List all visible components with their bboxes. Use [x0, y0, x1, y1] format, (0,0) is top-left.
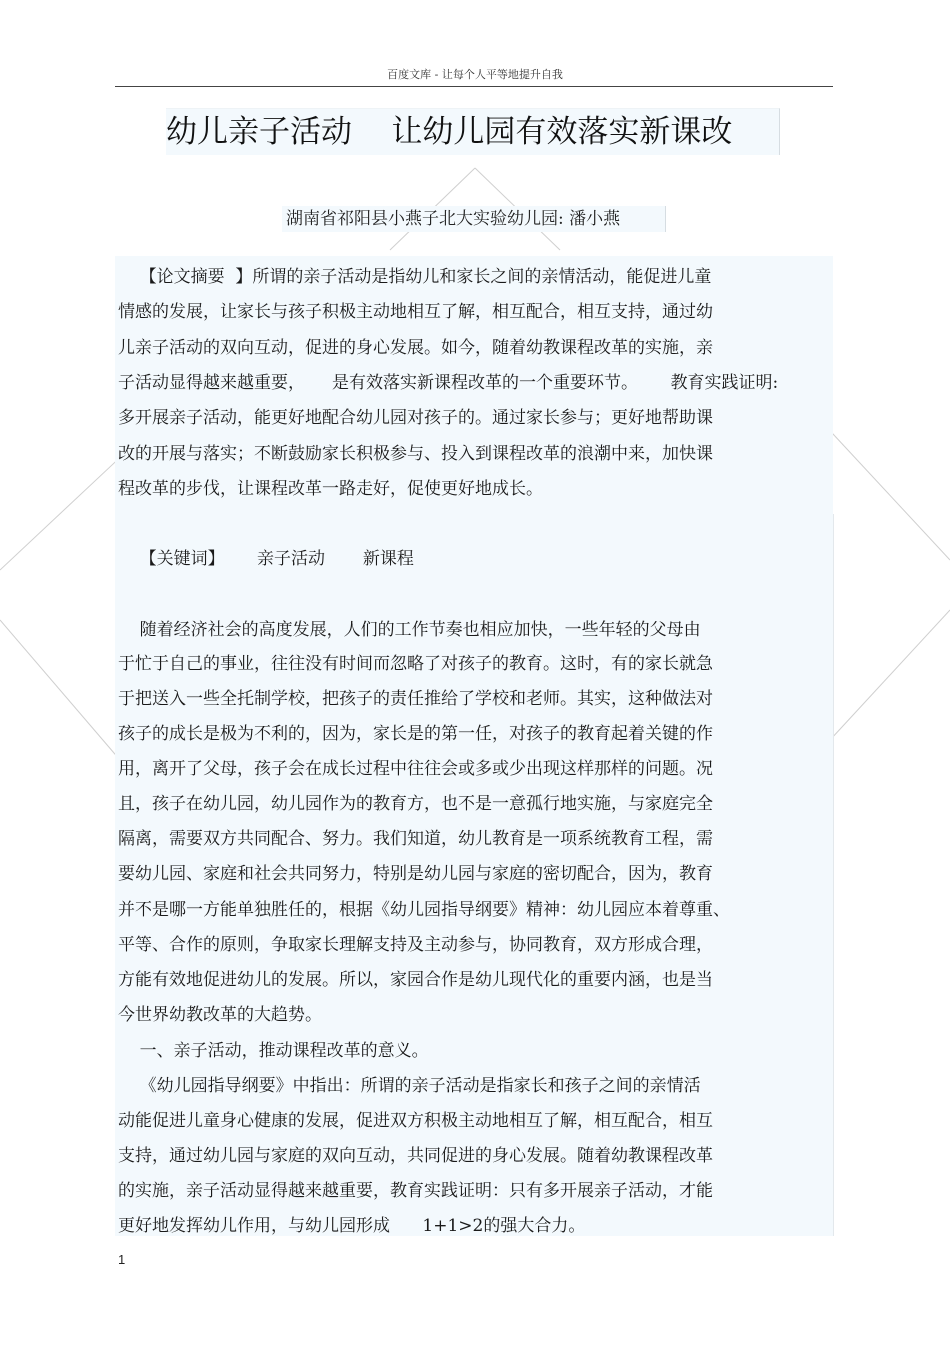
body-line: 支持，通过幼儿园与家庭的双向互动，共同促进的身心发展。随着幼教课程改革: [118, 1146, 713, 1166]
body-line: 《幼儿园指导纲要》中指出：所谓的亲子活动是指家长和孩子之间的亲情活: [118, 1076, 701, 1096]
abstract-line: 多开展亲子活动，能更好地配合幼儿园对孩子的。通过家长参与；更好地帮助课: [118, 408, 713, 428]
abstract-line: 【论文摘要 】所谓的亲子活动是指幼儿和家长之间的亲情活动，能促进儿童: [118, 267, 712, 287]
document-title: 幼儿亲子活动 让幼儿园有效落实新课改: [166, 114, 733, 150]
page-number: 1: [118, 1252, 126, 1267]
author-line: 湖南省祁阳县小燕子北大实验幼儿园: 潘小燕: [286, 209, 621, 229]
body-line: 隔离，需要双方共同配合、努力。我们知道，幼儿教育是一项系统教育工程，需: [118, 829, 713, 849]
abstract-line: 子活动显得越来越重要， 是有效落实新课程改革的一个重要环节。 教育实践证明:: [118, 373, 779, 393]
body-line: 于把送入一些全托制学校，把孩子的责任推给了学校和老师。其实，这种做法对: [118, 689, 713, 709]
abstract-line: 儿亲子活动的双向互动，促进的身心发展。如今，随着幼教课程改革的实施，亲: [118, 338, 713, 358]
body-line: 动能促进儿童身心健康的发展，促进双方积极主动地相互了解，相互配合，相互: [118, 1111, 713, 1131]
body-line: 平等、合作的原则，争取家长理解支持及主动参与，协同教育，双方形成合理，: [118, 935, 713, 955]
body-line: 的实施，亲子活动显得越来越重要，教育实践证明：只有多开展亲子活动，才能: [118, 1181, 713, 1201]
page-header: 百度文库 - 让每个人平等地提升自我: [387, 68, 563, 81]
highlight-edge: [833, 514, 834, 1236]
abstract-line: 情感的发展，让家长与孩子积极主动地相互了解，相互配合，相互支持，通过幼: [118, 302, 713, 322]
body-line: 孩子的成长是极为不利的，因为，家长是的第一任，对孩子的教育起着关键的作: [118, 724, 713, 744]
keywords-line: 【关键词】 亲子活动 新课程: [118, 549, 414, 569]
body-line: 且，孩子在幼儿园，幼儿园作为的教育方，也不是一意孤行地实施，与家庭完全: [118, 794, 713, 814]
body-line: 用，离开了父母，孩子会在成长过程中往往会或多或少出现这样那样的问题。况: [118, 759, 713, 779]
body-line: 方能有效地促进幼儿的发展。所以，家园合作是幼儿现代化的重要内涵，也是当: [118, 970, 713, 990]
section-heading: 一、亲子活动，推动课程改革的意义。: [118, 1041, 429, 1061]
header-divider: [115, 86, 833, 87]
body-line: 今世界幼教改革的大趋势。: [118, 1005, 322, 1025]
abstract-line: 程改革的步伐，让课程改革一路走好，促使更好地成长。: [118, 479, 543, 499]
body-line: 于忙于自己的事业，往往没有时间而忽略了对孩子的教育。这时，有的家长就急: [118, 654, 713, 674]
abstract-line: 改的开展与落实；不断鼓励家长积极参与、投入到课程改革的浪潮中来，加快课: [118, 444, 713, 464]
body-line: 并不是哪一方能单独胜任的，根据《幼儿园指导纲要》精神：幼儿园应本着尊重、: [118, 900, 730, 920]
body-line: 更好地发挥幼儿作用，与幼儿园形成 1+1>2的强大合力。: [118, 1216, 586, 1236]
body-line: 随着经济社会的高度发展，人们的工作节奏也相应加快，一些年轻的父母由: [118, 620, 701, 640]
body-line: 要幼儿园、家庭和社会共同努力，特别是幼儿园与家庭的密切配合，因为，教育: [118, 864, 713, 884]
